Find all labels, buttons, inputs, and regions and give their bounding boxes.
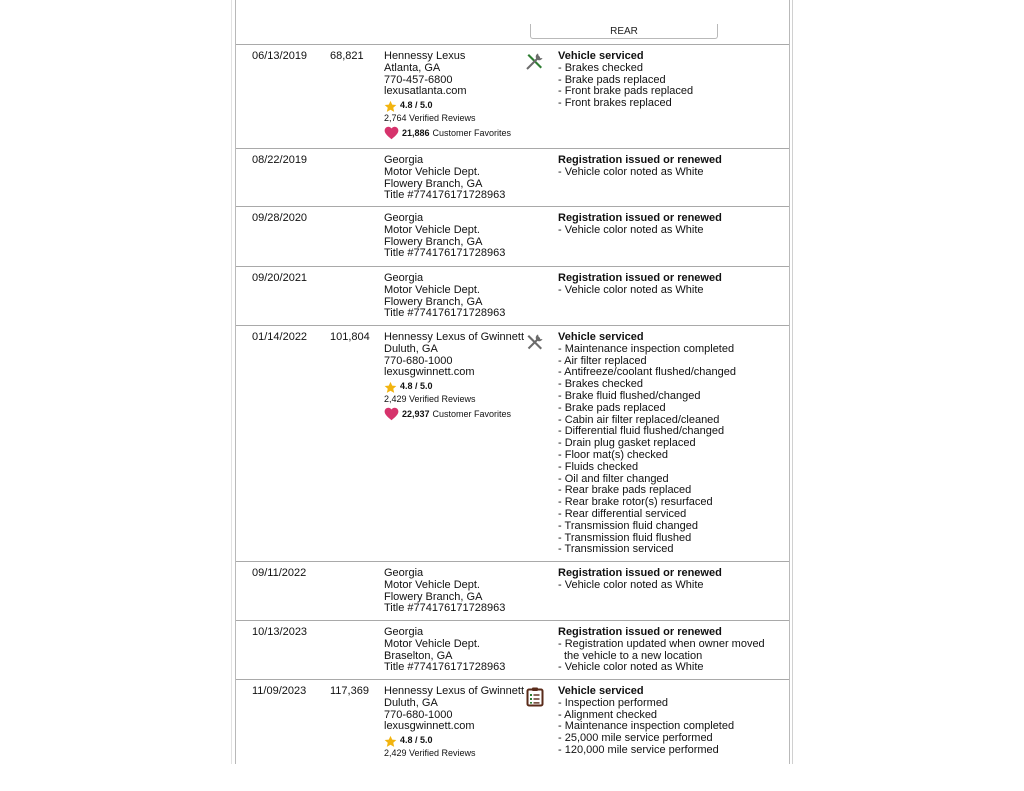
history-record-row — [236, 325, 789, 561]
source-line: Motor Vehicle Dept. — [384, 165, 480, 178]
record-detail-item: - Transmission fluid flushed — [558, 531, 692, 544]
record-details — [558, 568, 783, 592]
source-name: Georgia — [384, 154, 424, 166]
source-line: 770-457-6800 — [384, 73, 453, 86]
source-line: Flowery Branch, GA — [384, 235, 483, 248]
source-line: Braselton, GA — [384, 649, 453, 662]
record-detail-item: - 25,000 mile service performed — [558, 732, 713, 745]
source-reviews-link[interactable]: 2,429 Verified Reviews — [384, 748, 476, 759]
source-name: Hennessy Lexus of Gwinnett — [384, 685, 525, 697]
source-line: Title #774176171728963 — [384, 307, 506, 320]
record-detail-item: - Brake pads replaced — [558, 401, 666, 414]
record-date: 09/11/2022 — [252, 567, 307, 579]
source-name: Georgia — [384, 212, 424, 224]
previous-section-strip — [236, 0, 789, 44]
heart-icon — [384, 126, 399, 140]
source-name: Georgia — [384, 272, 424, 284]
history-record-row — [236, 679, 789, 764]
record-date: 09/20/2021 — [252, 272, 308, 284]
record-detail-item: - Drain plug gasket replaced — [558, 437, 696, 450]
record-detail-item: - Air filter replaced — [558, 354, 647, 367]
record-detail-item: - Brakes checked — [558, 61, 643, 74]
record-source — [384, 155, 524, 202]
record-details — [558, 686, 783, 757]
source-favorites[interactable]: 21,886 Customer Favorites — [384, 127, 524, 140]
record-detail-item: - Transmission serviced — [558, 543, 674, 556]
page-edge-left — [231, 0, 232, 764]
history-record-row — [236, 206, 789, 266]
record-details — [558, 332, 783, 556]
record-detail-item: - Rear differential serviced — [558, 507, 687, 520]
record-source — [384, 332, 524, 421]
star-icon — [384, 100, 397, 113]
record-detail-item: - Maintenance inspection completed — [558, 342, 735, 355]
record-date: 06/13/2019 — [252, 50, 308, 62]
source-website-link[interactable]: lexusgwinnett.com — [384, 720, 475, 733]
star-icon — [384, 735, 397, 748]
record-date: 08/22/2019 — [252, 154, 308, 166]
source-line: Flowery Branch, GA — [384, 295, 483, 308]
source-rating: 4.8 / 5.0 — [384, 735, 524, 747]
record-odometer: 101,804 — [330, 331, 370, 343]
page-edge-right — [792, 0, 793, 764]
source-reviews-link[interactable]: 2,429 Verified Reviews — [384, 394, 476, 405]
record-detail-item: - 120,000 mile service performed — [558, 743, 719, 756]
record-odometer: 68,821 — [330, 50, 364, 62]
history-record-row — [236, 44, 789, 148]
record-date: 01/14/2022 — [252, 331, 308, 343]
source-name: Georgia — [384, 626, 424, 638]
source-name: Hennessy Lexus — [384, 50, 466, 62]
clipboard-checklist-icon — [526, 687, 544, 705]
record-detail-item: - Alignment checked — [558, 708, 658, 721]
record-detail-item: the vehicle to a new location — [564, 649, 703, 662]
history-record-row — [236, 266, 789, 325]
source-rating: 4.8 / 5.0 — [384, 100, 524, 112]
record-details — [558, 155, 783, 179]
record-detail-item: - Vehicle color noted as White — [558, 223, 704, 236]
heart-icon — [384, 407, 399, 421]
wrench-screwdriver-icon-gray — [526, 333, 544, 351]
record-detail-item: - Vehicle color noted as White — [558, 578, 704, 591]
source-line: Title #774176171728963 — [384, 247, 506, 260]
source-website-link[interactable]: lexusgwinnett.com — [384, 366, 475, 379]
record-detail-item: - Differential fluid flushed/changed — [558, 425, 725, 438]
record-detail-item: - Inspection performed — [558, 696, 669, 709]
source-line: Flowery Branch, GA — [384, 590, 483, 603]
record-title: Registration issued or renewed — [558, 272, 722, 284]
record-date: 09/28/2020 — [252, 212, 308, 224]
source-favorites[interactable]: 22,937 Customer Favorites — [384, 408, 524, 421]
source-line: Motor Vehicle Dept. — [384, 283, 480, 296]
source-line: Atlanta, GA — [384, 61, 441, 74]
record-detail-item: - Vehicle color noted as White — [558, 283, 704, 296]
record-details — [558, 273, 783, 297]
record-detail-item: - Oil and filter changed — [558, 472, 669, 485]
record-title: Registration issued or renewed — [558, 626, 722, 638]
record-detail-item: - Antifreeze/coolant flushed/changed — [558, 366, 736, 379]
history-table — [235, 0, 790, 764]
source-line: Flowery Branch, GA — [384, 177, 483, 190]
source-line: Motor Vehicle Dept. — [384, 223, 480, 236]
wrench-screwdriver-icon — [526, 52, 544, 70]
record-details — [558, 51, 783, 110]
star-icon — [384, 381, 397, 394]
record-title: Vehicle serviced — [558, 685, 644, 697]
record-detail-item: - Front brakes replaced — [558, 97, 672, 110]
record-details — [558, 213, 783, 237]
record-detail-item: - Fluids checked — [558, 460, 639, 473]
record-source — [384, 627, 524, 674]
record-date: 10/13/2023 — [252, 626, 308, 638]
source-line: Duluth, GA — [384, 342, 438, 355]
record-detail-item: - Vehicle color noted as White — [558, 661, 704, 674]
source-line: Motor Vehicle Dept. — [384, 637, 480, 650]
record-date: 11/09/2023 — [252, 685, 307, 697]
history-record-row — [236, 148, 789, 206]
record-detail-item: - Transmission fluid changed — [558, 519, 699, 532]
rear-button[interactable]: REAR — [530, 24, 718, 39]
record-odometer: 117,369 — [330, 685, 369, 697]
source-line: 770-680-1000 — [384, 354, 453, 367]
source-line: 770-680-1000 — [384, 708, 453, 721]
record-detail-item: - Registration updated when owner moved — [558, 637, 765, 650]
record-detail-item: - Brake fluid flushed/changed — [558, 389, 701, 402]
record-source — [384, 213, 524, 260]
source-line: Motor Vehicle Dept. — [384, 578, 480, 591]
record-title: Vehicle serviced — [558, 50, 644, 62]
record-source — [384, 51, 524, 140]
source-line: Duluth, GA — [384, 696, 438, 709]
record-source — [384, 568, 524, 615]
record-detail-item: - Rear brake rotor(s) resurfaced — [558, 496, 713, 509]
record-detail-item: - Brake pads replaced — [558, 73, 666, 86]
record-detail-item: - Rear brake pads replaced — [558, 484, 692, 497]
record-title: Registration issued or renewed — [558, 567, 722, 579]
source-website-link[interactable]: lexusatlanta.com — [384, 85, 467, 98]
source-line: Title #774176171728963 — [384, 189, 506, 202]
record-title: Registration issued or renewed — [558, 154, 722, 166]
record-detail-item: - Front brake pads replaced — [558, 85, 694, 98]
source-rating: 4.8 / 5.0 — [384, 381, 524, 393]
record-title: Vehicle serviced — [558, 331, 644, 343]
record-source — [384, 273, 524, 320]
source-reviews-link[interactable]: 2,764 Verified Reviews — [384, 113, 476, 124]
record-detail-item: - Maintenance inspection completed — [558, 720, 735, 733]
record-detail-item: - Floor mat(s) checked — [558, 448, 669, 461]
source-line: Title #774176171728963 — [384, 602, 506, 615]
record-detail-item: - Vehicle color noted as White — [558, 165, 704, 178]
record-detail-item: - Cabin air filter replaced/cleaned — [558, 413, 720, 426]
source-name: Hennessy Lexus of Gwinnett — [384, 331, 525, 343]
record-source — [384, 686, 524, 760]
history-record-row — [236, 561, 789, 620]
source-name: Georgia — [384, 567, 424, 579]
record-detail-item: - Brakes checked — [558, 378, 643, 391]
record-title: Registration issued or renewed — [558, 212, 722, 224]
history-record-row — [236, 620, 789, 679]
source-line: Title #774176171728963 — [384, 661, 506, 674]
record-details — [558, 627, 783, 674]
